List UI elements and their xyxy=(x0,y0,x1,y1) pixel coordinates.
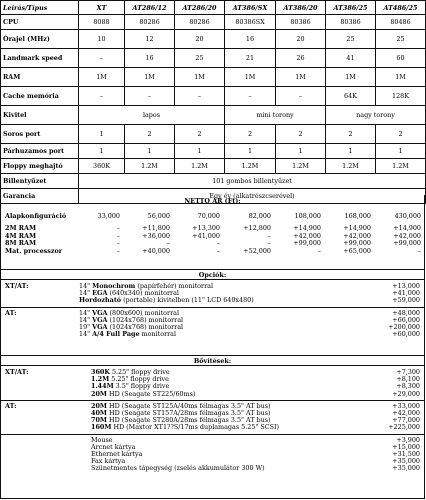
extension-row xyxy=(1,369,424,376)
option-name: A/4 Full Page xyxy=(92,330,140,339)
price-cell: 168,000 xyxy=(344,212,371,220)
spec-cell: 2 xyxy=(276,125,326,144)
group-label: XT/AT: xyxy=(5,282,29,290)
spec-cell: 1M xyxy=(376,68,426,87)
row-label: Garancia xyxy=(1,189,79,204)
price-label: 4M RAM xyxy=(5,231,37,240)
row-label: Floppy meghajtó xyxy=(1,159,79,174)
extension-row xyxy=(1,451,424,458)
row-label: Cache memória xyxy=(1,87,79,106)
extension-price: +8,300 xyxy=(396,382,420,391)
extension-desc: HD (Seagate ST157A/28ms félmagas 3.5" AT bus) xyxy=(106,408,271,417)
price-cell: +13,300 xyxy=(192,224,220,233)
group-label: AT: xyxy=(5,401,17,410)
extension-name: 20M xyxy=(91,389,107,398)
spec-cell: nagy torony xyxy=(326,106,426,125)
price-cell: +11,800 xyxy=(142,224,170,233)
spec-row-kivitel xyxy=(1,106,426,125)
option-desc: (portable) kivitelben (11" LCD 640x480) xyxy=(121,296,254,305)
option-row xyxy=(1,310,424,317)
price-cell: 70,000 xyxy=(197,212,220,220)
spec-cell: 1M xyxy=(79,68,125,87)
price-cell: +52,000 xyxy=(243,246,271,255)
row-label: Párhuzamos port xyxy=(1,144,79,159)
price-cell: – xyxy=(417,246,421,255)
spec-cell: 80386 xyxy=(326,15,376,30)
option-row xyxy=(1,317,424,324)
price-cell: 82,000 xyxy=(248,212,271,220)
spec-cell: 80386SX xyxy=(225,15,276,30)
extension-desc: Ethernet kártya xyxy=(91,449,143,458)
spec-cell: 2 xyxy=(326,125,376,144)
option-name: VGA xyxy=(92,315,108,324)
spec-cell: 1M xyxy=(326,68,376,87)
options-section xyxy=(0,270,425,356)
price-cell: 33,000 xyxy=(97,212,120,220)
extension-price: +33,000 xyxy=(392,401,420,410)
spec-cell: 20 xyxy=(175,30,225,49)
extension-desc: Szünetmentes tápegység (zselés akkumulátor 300 W) xyxy=(91,464,265,473)
extension-desc: 5.25" floppy drive xyxy=(109,375,169,384)
price-cell: +14,900 xyxy=(293,224,321,233)
price-cell: +41,000 xyxy=(192,231,220,240)
price-cell: – xyxy=(116,239,120,248)
extension-name: 1.44M xyxy=(91,382,114,391)
row-label: Órajel (MHz) xyxy=(1,30,79,49)
price-cell: – xyxy=(116,224,120,233)
price-cell: +14,900 xyxy=(393,224,421,233)
option-name: VGA xyxy=(92,308,108,317)
spec-cell: Egy év (alkatrészcserével) xyxy=(79,189,426,204)
option-desc: (640x340) monitorral xyxy=(107,289,179,298)
row-label: Kivitel xyxy=(1,106,79,125)
spec-cell: 1 xyxy=(225,144,276,159)
spec-cell: 12 xyxy=(125,30,175,49)
spec-cell: 1.2M xyxy=(326,159,376,174)
spec-cell: 16 xyxy=(125,49,175,68)
extension-price: +29,000 xyxy=(392,389,420,398)
extension-desc: HD (Maxtor XT1??S/17ms duplamagas 5.25" SCSI) xyxy=(111,423,279,432)
extension-row xyxy=(1,376,424,383)
option-name: Monochrom xyxy=(92,282,136,290)
column-header: AT286/20 xyxy=(175,1,225,15)
spec-cell: 1.2M xyxy=(225,159,276,174)
price-label: 8M RAM xyxy=(5,239,37,248)
spec-cell: 16 xyxy=(225,30,276,49)
extension-name: 40M xyxy=(91,408,107,417)
spec-row-cpu xyxy=(1,15,426,30)
spec-cell: 80286 xyxy=(125,15,175,30)
spec-cell: 1.2M xyxy=(125,159,175,174)
spec-cell: 1M xyxy=(276,68,326,87)
price-cell: +42,000 xyxy=(393,231,421,240)
spec-row-landmark xyxy=(1,49,426,68)
column-header: AT386/25 xyxy=(326,1,376,15)
option-size: 14" xyxy=(79,289,91,298)
price-label: Alapkonfiguráció xyxy=(5,212,67,220)
option-desc: (1024x768) monitorral xyxy=(107,322,184,331)
extension-price: +8,100 xyxy=(396,375,420,384)
spec-cell: 25 xyxy=(376,30,426,49)
option-price: +13,000 xyxy=(392,282,420,290)
spec-header-row xyxy=(1,1,426,15)
spec-cell: – xyxy=(276,87,326,106)
group-label: XT/AT: xyxy=(5,368,29,376)
option-price: +200,000 xyxy=(388,322,420,331)
spec-cell: – xyxy=(175,87,225,106)
spec-cell: 128K xyxy=(376,87,426,106)
spec-cell: 1 xyxy=(376,144,426,159)
extension-price: +77,000 xyxy=(392,416,420,425)
price-cell: – xyxy=(216,239,220,248)
extension-price: +35,000 xyxy=(392,464,420,473)
price-cell: +42,000 xyxy=(293,231,321,240)
spec-row-cache xyxy=(1,87,426,106)
spec-cell: 8088 xyxy=(79,15,125,30)
extension-desc: 5.25" floppy drive xyxy=(109,368,170,376)
option-row xyxy=(1,283,424,290)
spec-cell: 1 xyxy=(276,144,326,159)
row-label: RAM xyxy=(1,68,79,87)
spec-row-floppy xyxy=(1,159,426,174)
spec-row-parallel xyxy=(1,144,426,159)
spec-cell: 21 xyxy=(225,49,276,68)
extension-row xyxy=(1,424,424,431)
netto-price-table xyxy=(1,213,426,255)
spec-cell: 64K xyxy=(326,87,376,106)
spec-cell: – xyxy=(79,49,125,68)
option-price: +66,000 xyxy=(392,315,420,324)
spec-cell: – xyxy=(225,87,276,106)
spec-cell: 1M xyxy=(225,68,276,87)
price-cell: +36,000 xyxy=(142,231,170,240)
spec-cell: 10 xyxy=(79,30,125,49)
extension-name: 1.2M xyxy=(91,375,110,384)
price-row xyxy=(1,248,426,255)
extension-row xyxy=(1,437,424,444)
option-size: 19" xyxy=(79,322,91,331)
spec-cell: 1 xyxy=(175,144,225,159)
price-cell: – xyxy=(267,239,271,248)
spec-cell: 20 xyxy=(276,30,326,49)
spec-table xyxy=(0,0,426,204)
price-cell: +99,000 xyxy=(293,239,321,248)
price-cell: +99,000 xyxy=(393,239,421,248)
column-header: AT386/20 xyxy=(276,1,326,15)
price-cell: +14,900 xyxy=(343,224,371,233)
option-row xyxy=(1,331,424,338)
option-price: +48,000 xyxy=(392,308,420,317)
extension-price: +15,000 xyxy=(392,442,420,451)
extension-price: +7,300 xyxy=(396,368,420,376)
spec-cell: lapos xyxy=(79,106,225,125)
extension-name: 20M xyxy=(91,401,107,410)
spec-cell: 1 xyxy=(326,144,376,159)
spec-cell: 1.2M xyxy=(276,159,326,174)
option-price: +59,000 xyxy=(392,296,420,305)
spec-cell: 80386 xyxy=(276,15,326,30)
extension-name: 70M xyxy=(91,416,107,425)
extension-row xyxy=(1,465,424,472)
spec-cell: 1 xyxy=(125,144,175,159)
spec-cell: 2 xyxy=(175,125,225,144)
extension-desc: Arcnet kártya xyxy=(91,442,136,451)
extension-desc: Mouse xyxy=(91,435,113,444)
spec-cell: 1 xyxy=(79,144,125,159)
option-size: 14" xyxy=(79,282,91,290)
price-cell: +42,000 xyxy=(343,231,371,240)
extensions-section xyxy=(0,356,425,499)
option-desc: (1024x768) monitorral xyxy=(107,315,184,324)
column-header: Leírás/Típus xyxy=(1,1,79,15)
spec-cell: 80486 xyxy=(376,15,426,30)
netto-price-section xyxy=(0,195,425,270)
group-label: AT: xyxy=(5,308,17,317)
price-cell: +65,000 xyxy=(343,246,371,255)
price-cell: – xyxy=(317,246,321,255)
option-price: +41,000 xyxy=(392,289,420,298)
price-cell: 56,000 xyxy=(147,212,170,220)
option-name: VGA xyxy=(92,322,108,331)
extension-desc: HD (Seagate ST225/60ms) xyxy=(106,389,196,398)
spec-cell: 2 xyxy=(125,125,175,144)
row-label: Landmark speed xyxy=(1,49,79,68)
spec-cell: 25 xyxy=(326,30,376,49)
extension-name: 160M xyxy=(91,423,112,432)
option-desc: monitorral xyxy=(139,330,177,339)
spec-cell: 1.2M xyxy=(376,159,426,174)
price-cell: +40,000 xyxy=(142,246,170,255)
option-desc: (800x600) monitorral xyxy=(107,308,179,317)
spec-cell: mini torony xyxy=(225,106,326,125)
section-title: NETTO ÁR (Ft): xyxy=(184,197,241,205)
extension-name: 360K xyxy=(91,368,110,376)
price-label: 2M RAM xyxy=(5,224,37,233)
column-header: AT286/12 xyxy=(125,1,175,15)
extension-row xyxy=(1,444,424,451)
spec-cell: 101 gombos billentyűzet xyxy=(79,174,426,189)
spec-row-serial xyxy=(1,125,426,144)
spec-row-keyboard xyxy=(1,174,426,189)
column-header: AT386/SX xyxy=(225,1,276,15)
row-label: CPU xyxy=(1,15,79,30)
price-row xyxy=(1,213,426,220)
option-desc: (papírfehér) monitorral xyxy=(135,282,213,290)
extension-price: +31,500 xyxy=(392,449,420,458)
price-cell: 108,000 xyxy=(294,212,321,220)
price-cell: 430,000 xyxy=(394,212,421,220)
price-cell: +99,000 xyxy=(343,239,371,248)
spec-row-clock xyxy=(1,30,426,49)
spec-cell: 2 xyxy=(225,125,276,144)
spec-cell: 2 xyxy=(376,125,426,144)
spec-cell: – xyxy=(79,87,125,106)
price-cell: +12,800 xyxy=(243,224,271,233)
row-label: Soros port xyxy=(1,125,79,144)
spec-cell: 80286 xyxy=(175,15,225,30)
option-row xyxy=(1,324,424,331)
spec-cell: 360K xyxy=(79,159,125,174)
spec-cell: 1M xyxy=(175,68,225,87)
spec-cell: – xyxy=(125,87,175,106)
option-size: 14" xyxy=(79,308,91,317)
extension-desc: 3.5" floppy drive xyxy=(113,382,170,391)
spec-row-ram xyxy=(1,68,426,87)
extension-price: +225,000 xyxy=(388,423,420,432)
spec-cell: 41 xyxy=(326,49,376,68)
extension-desc: Fax kártya xyxy=(91,457,126,466)
price-cell: – xyxy=(116,231,120,240)
price-cell: – xyxy=(116,246,120,255)
spec-cell: 60 xyxy=(376,49,426,68)
row-label: Billentyűzet xyxy=(1,174,79,189)
price-cell: – xyxy=(216,246,220,255)
option-name: EGA xyxy=(92,289,108,298)
price-cell: – xyxy=(166,239,170,248)
option-size: 14" xyxy=(79,330,91,339)
price-cell: – xyxy=(267,231,271,240)
extension-desc: HD (Seagate ST280A/28ms félmagas 3.5" AT bus) xyxy=(106,416,271,425)
section-title: Opciók: xyxy=(1,270,424,280)
column-header: XT xyxy=(79,1,125,15)
option-row xyxy=(1,297,424,304)
spec-cell: 26 xyxy=(276,49,326,68)
section-title: Bővítések: xyxy=(1,356,424,366)
option-size: 14" xyxy=(79,315,91,324)
extension-price: +42,000 xyxy=(392,408,420,417)
spec-cell: 1M xyxy=(125,68,175,87)
extension-row xyxy=(1,391,424,398)
extension-price: +3,900 xyxy=(396,435,420,444)
column-header: AT486/25 xyxy=(376,1,426,15)
spec-cell: 1.2M xyxy=(175,159,225,174)
price-label: Mat. processzor xyxy=(5,246,63,255)
extension-price: +35,000 xyxy=(392,457,420,466)
option-name: Hordozható xyxy=(79,296,122,305)
extension-desc: HD (Seagate ST125A/40ms félmagas 3.5" AT bus) xyxy=(106,401,271,410)
spec-cell: 25 xyxy=(175,49,225,68)
option-price: +60,000 xyxy=(392,330,420,339)
spec-cell: 1 xyxy=(79,125,125,144)
extension-row xyxy=(1,383,424,390)
